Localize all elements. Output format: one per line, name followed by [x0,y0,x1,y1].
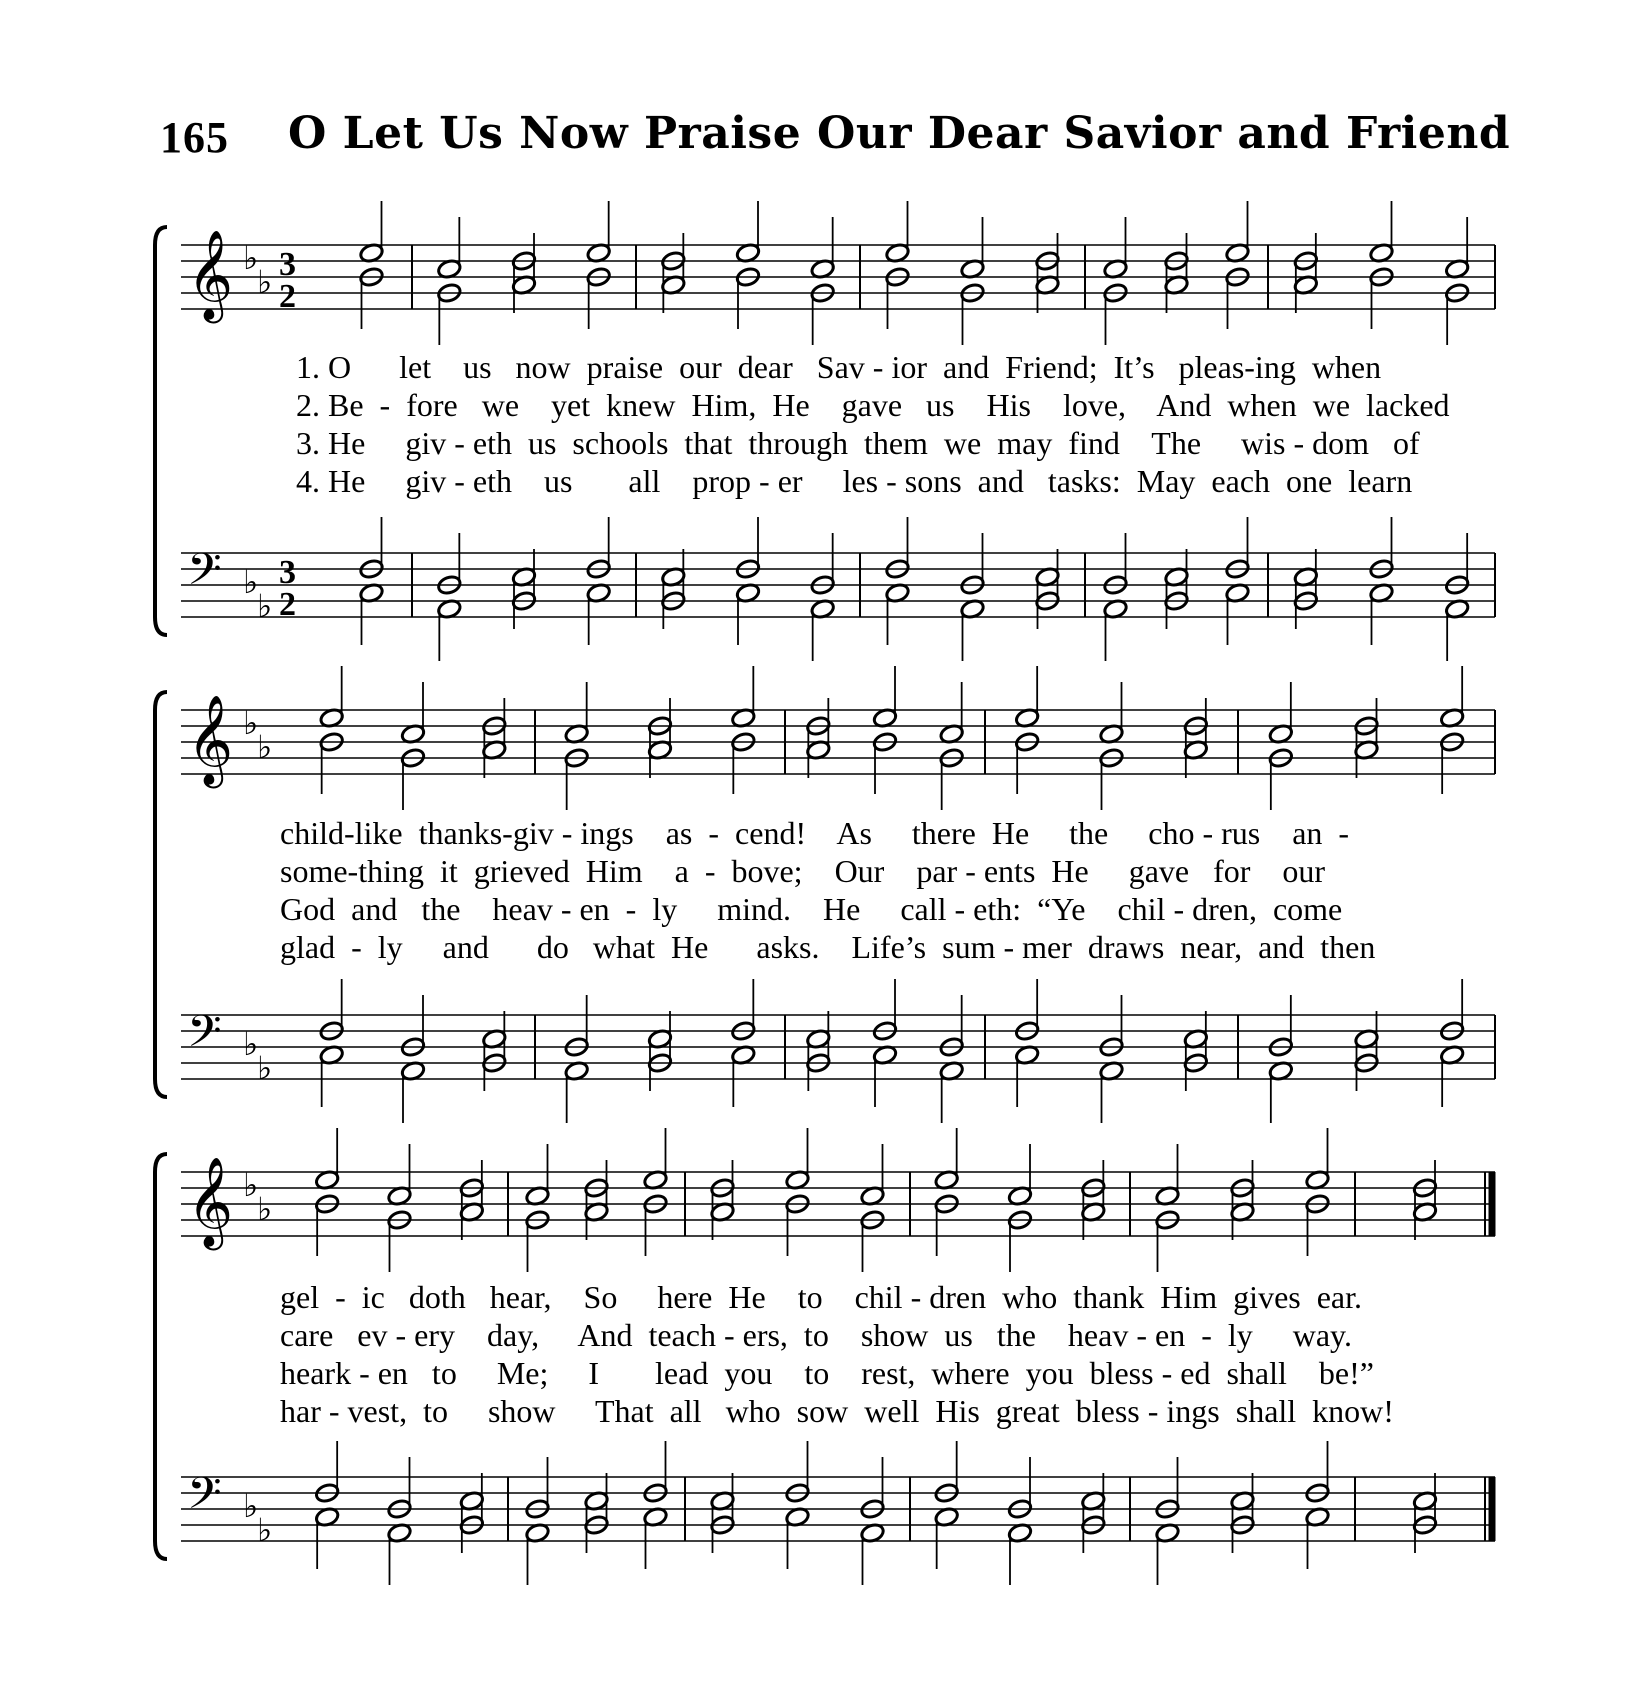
flat-icon: ♭ [257,263,273,301]
flat-icon: ♭ [257,587,273,625]
flat-icon: ♭ [243,1025,259,1063]
lyric-line-s3-v3: heark - en to Me; I lead you to rest, where you bless - ed shall be!” [280,1355,1374,1391]
lyric-line-s1-v4: 4. He giv - eth us all prop - er les - sons and tasks: May each one learn [296,463,1413,499]
flat-icon: ♭ [243,704,259,742]
bass-clef-icon: 𝄢 [187,1467,222,1530]
treble-clef-icon: 𝄞 [187,1157,234,1247]
flat-icon: ♭ [257,728,273,766]
system-bracket [155,1154,167,1559]
time-signature-denominator: 2 [279,278,296,315]
hymn-number: 165 [160,113,229,162]
flat-icon: ♭ [257,1049,273,1087]
system-bracket [155,227,167,635]
time-signature-numerator: 3 [279,554,296,591]
lyric-line-s2-v3: God and the heav - en - ly mind. He call - eth: “Ye chil - dren, come [280,891,1343,927]
time-signature-denominator: 2 [279,586,296,623]
flat-icon: ♭ [243,239,259,277]
flat-icon: ♭ [257,1511,273,1549]
system-bracket [155,692,167,1097]
lyric-line-s3-v4: har - vest, to show That all who sow well His great bless - ings shall know! [280,1393,1394,1429]
lyric-line-s2-v1: child-like thanks-giv - ings as - cend! As there He the cho - rus an - [280,815,1350,851]
lyric-line-s3-v1: gel - ic doth hear, So here He to chil - dren who thank Him gives ear. [280,1279,1363,1315]
flat-icon: ♭ [257,1190,273,1228]
lyric-line-s1-v1: 1. O let us now praise our dear Sav - ior and Friend; It’s pleas-ing when [296,349,1382,385]
bass-clef-icon: 𝄢 [187,1005,222,1068]
flat-icon: ♭ [243,1487,259,1525]
treble-clef-icon: 𝄞 [187,695,234,785]
lyric-line-s2-v4: glad - ly and do what He asks. Life’s sum - mer draws near, and then [280,929,1376,965]
flat-icon: ♭ [243,563,259,601]
bass-clef-icon: 𝄢 [187,543,222,606]
flat-icon: ♭ [243,1166,259,1204]
lyric-line-s1-v3: 3. He giv - eth us schools that through them we may find The wis - dom of [296,425,1420,461]
lyric-line-s2-v2: some-thing it grieved Him a - bove; Our par - ents He gave for our [280,853,1326,889]
treble-clef-icon: 𝄞 [187,230,234,320]
lyric-line-s1-v2: 2. Be - fore we yet knew Him, He gave us His love, And when we lacked [296,387,1450,423]
lyric-line-s3-v2: care ev - ery day, And teach - ers, to show us the heav - en - ly way. [280,1317,1352,1353]
hymn-title: O Let Us Now Praise Our Dear Savior and Friend [288,108,1511,159]
time-signature-numerator: 3 [279,246,296,283]
